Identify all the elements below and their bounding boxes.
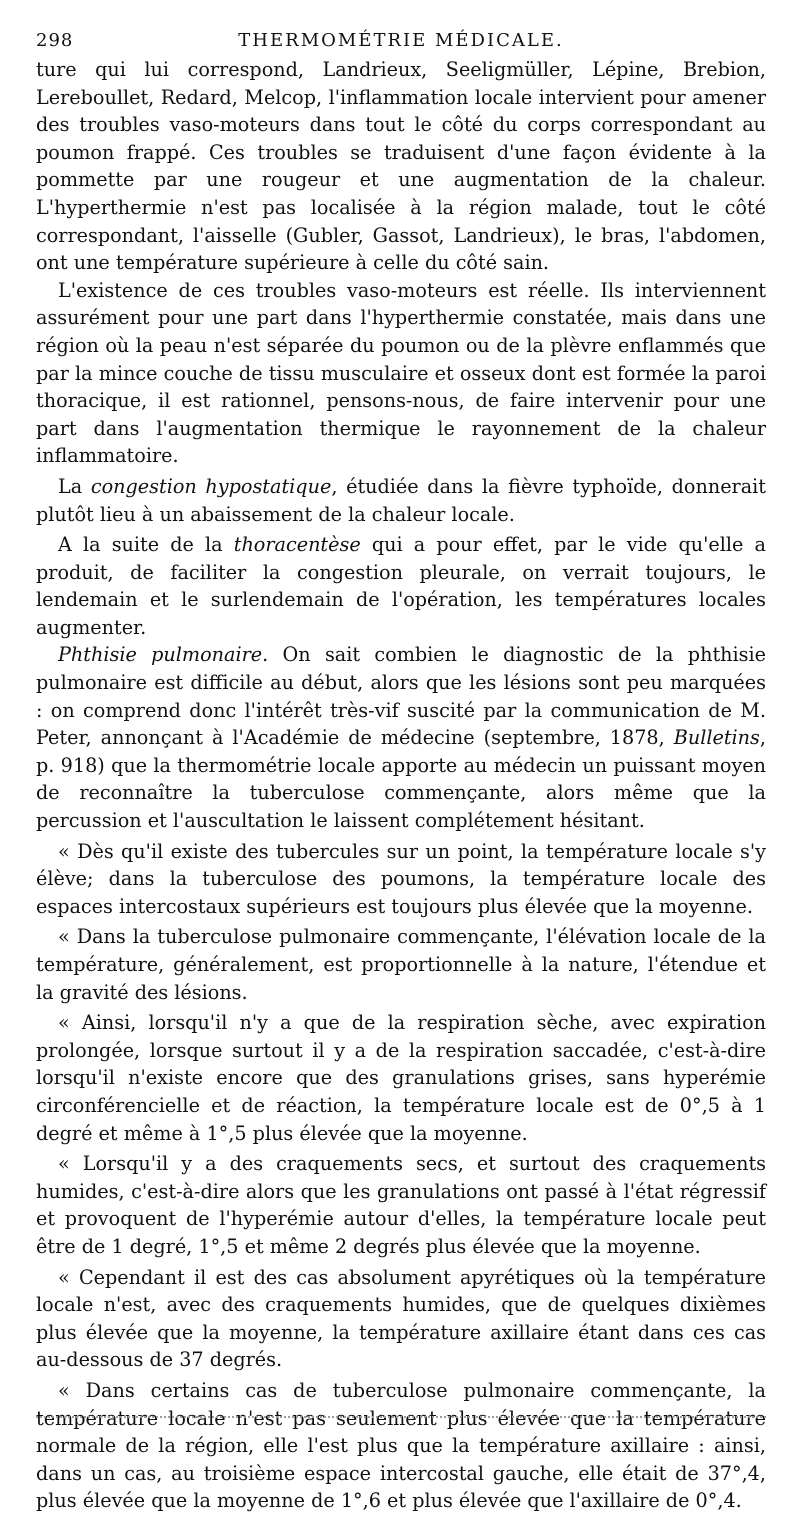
body-text bbox=[36, 56, 766, 1515]
quote-paragraph-1: « Dès qu'il existe des tubercules sur un point, la température locale s'y élève; dans la tuberculose des poumons, la température locale des espaces intercostaux supérieurs est toujours plus élevée que la moyenne. bbox=[36, 839, 766, 918]
bottom-dotted-rule bbox=[36, 1416, 766, 1418]
italic-term: Bulletins bbox=[673, 726, 760, 750]
page-number: 298 bbox=[36, 30, 74, 51]
paragraph-thoracentese: A la suite de la thoracentèse qui a pour effet, par le vide qu'elle a produit, de faciliter la congestion pleurale, on verrait toujours, le lendemain et le surlendemain de l'opération, les températures locales augmenter. bbox=[36, 533, 766, 639]
quote-paragraph-6: « Dans certains cas de tuberculose pulmonaire commençante, la température locale n'est pas seulement plus élevée que la température normale de la région, elle l'est plus que la température axillaire : ainsi, dans un cas, au troisième espace intercostal gauche, elle était de 37°,4, plus élevée que la moyenne de 1°,6 et plus élevée que l'axillaire de 0°,4. bbox=[36, 1378, 766, 1513]
italic-term: congestion hypostatique bbox=[90, 474, 332, 498]
paragraph-congestion-hypostatique: La congestion hypostatique, étudiée dans la fièvre typhoïde, donnerait plutôt lieu à un abaissement de la chaleur locale. bbox=[36, 474, 767, 526]
paragraph-continuation: ture qui lui correspond, Landrieux, Seeligmüller, Lépine, Brebion, Lereboullet, Redard, Melcop, l'inflammation locale intervient pour amener des troubles vaso-moteurs dans tout le côté du corps correspondant au poumon frappé. Ces troubles se traduisent d'une façon évidente à la pommette par une rougeur et une augmentation de la chaleur. L'hyperthermie n'est pas localisée à la région malade, tout le côté correspondant, l'aisselle (Gubler, Gassot, Landrieux), le bras, l'abdomen, ont une température supérieure à celle du côté sain. bbox=[36, 58, 766, 275]
italic-term: thoracentèse bbox=[233, 533, 361, 557]
paragraph-phthisie-pulmonaire: Phthisie pulmonaire. On sait combien le diagnostic de la phthisie pulmonaire est difficile au début, alors que les lésions sont peu marquées : on comprend donc l'intérêt très-vif suscité par la communication de M. Peter, annonçant à l'Académie de médecine (septembre, 1878, Bulletins, p. 918) que la thermométrie locale apporte au médecin un puissant moyen de reconnaître la tuberculose commençante, alors même que la percussion et l'auscultation le laissent complétement hésitant. bbox=[36, 643, 766, 833]
quote-paragraph-4: « Lorsqu'il y a des craquements secs, et surtout des craquements humides, c'est-à-dire alors que les granulations ont passé à l'état régressif et provoquent de l'hyperémie autour d'elles, la température locale peut être de 1 degré, 1°,5 et même 2 degrés plus élevée que la moyenne. bbox=[36, 1152, 766, 1258]
quote-paragraph-2: « Dans la tuberculose pulmonaire commençante, l'élévation locale de la température, généralement, est proportionnelle à la nature, l'étendue et la gravité des lésions. bbox=[36, 925, 766, 1004]
paragraph-vaso-moteurs: L'existence de ces troubles vaso-moteurs est réelle. Ils interviennent assurément pour une part dans l'hyperthermie constatée, mais dans une région où la peau n'est séparée du poumon ou de la plèvre enflammés que par la mince couche de tissu musculaire et osseux dont est formée la paroi thoracique, il est rationnel, pensons-nous, de faire intervenir pour une part dans l'augmentation thermique le rayonnement de la chaleur inflammatoire. bbox=[36, 278, 766, 468]
quote-paragraph-3: « Ainsi, lorsqu'il n'y a que de la respiration sèche, avec expiration prolongée, lorsque surtout il y a de la respiration saccadée, c'est-à-dire lorsqu'il n'existe encore que des granulations grises, sans hyperémie circonférencielle et de réaction, la température locale est de 0°,5 à 1 degré et même à 1°,5 plus élevée que la moyenne. bbox=[36, 1011, 766, 1145]
section-heading: Phthisie pulmonaire. bbox=[58, 643, 269, 667]
running-header bbox=[36, 30, 766, 56]
running-title: THERMOMÉTRIE MÉDICALE. bbox=[238, 30, 564, 51]
document-page bbox=[36, 30, 766, 1515]
quote-paragraph-5: « Cependant il est des cas absolument apyrétiques où la température locale n'est, avec des craquements humides, que de quelques dixièmes plus élevée que la moyenne, la température axillaire étant dans ces cas au-dessous de 37 degrés. bbox=[36, 1265, 766, 1372]
